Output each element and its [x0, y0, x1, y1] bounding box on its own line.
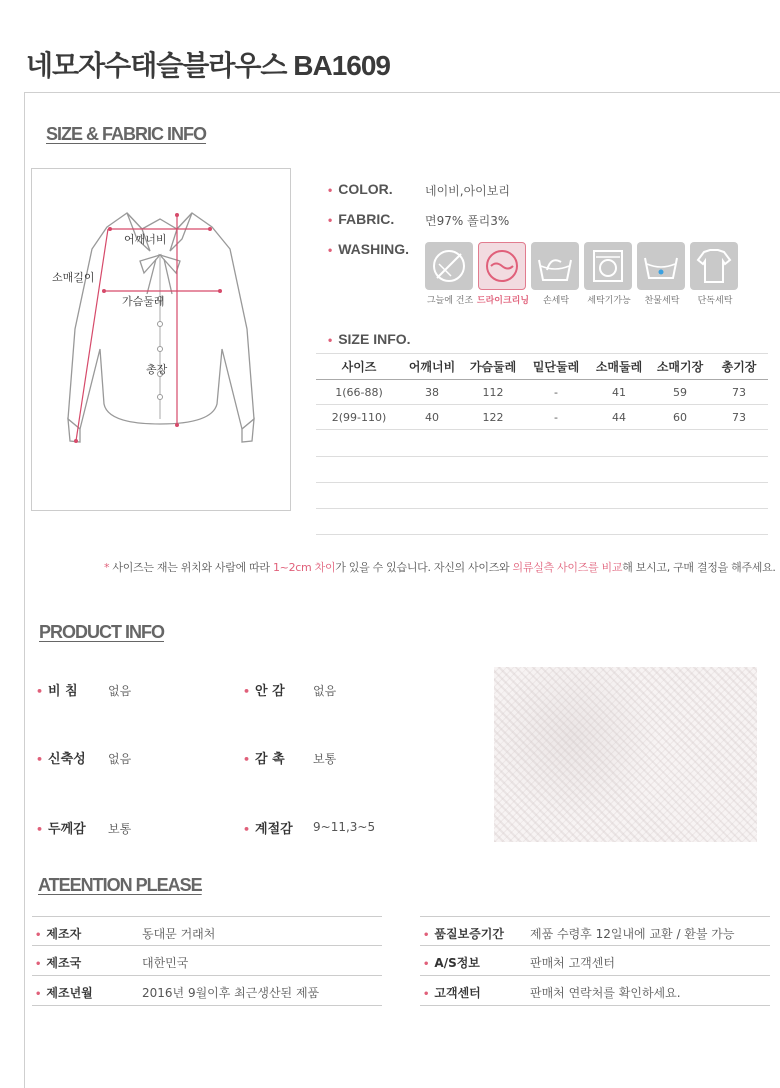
color-label: • COLOR.: [328, 181, 393, 197]
washing-machine-icon: [584, 242, 632, 290]
table-cell: 38: [402, 380, 462, 405]
chest-label: 가슴둘레: [122, 295, 165, 308]
washing-label: • WASHING.: [328, 241, 409, 257]
thickness-label: • 두께감: [36, 822, 86, 837]
table-cell: 112: [462, 380, 524, 405]
season-label: • 계절감: [243, 822, 293, 837]
cold-water-wash-icon: [637, 242, 685, 290]
manufacture-date-value: 2016년 9월이후 최근생산된 제품: [142, 986, 320, 1000]
country-value: 대한민국: [142, 956, 189, 970]
table-cell: 1(66-88): [316, 380, 402, 405]
warranty-label: • 품질보증기간: [423, 927, 504, 941]
table-empty-row-line: [316, 508, 768, 509]
see-through-value: 없음: [108, 684, 132, 698]
wash-label-6: 단독세탁: [697, 296, 733, 306]
table-empty-row-line: [316, 456, 768, 457]
lining-value: 없음: [313, 684, 337, 698]
page-title: 네모자수태슬블라우스 BA1609: [26, 50, 390, 81]
table-empty-row-line: [316, 534, 768, 535]
warranty-value: 제품 수령후 12일내에 교환 / 환불 가능: [530, 927, 735, 941]
season-value: 9~11,3~5: [313, 820, 376, 834]
wash-label-2: 드라이크리닝: [476, 296, 530, 306]
size-notice: * 사이즈는 재는 위치와 사람에 따라 1~2cm 차이가 있을 수 있습니다. 자신의 사이즈와 의류실측 사이즈를 비교해 보시고, 구매 결정을 해주세요.: [104, 561, 776, 574]
dry-clean-icon: [478, 242, 526, 290]
col-hem: 밑단둘레: [524, 354, 588, 380]
size-table-header: [316, 354, 768, 380]
table-cell: 122: [462, 405, 524, 430]
manufacturer-value: 동대문 거래처: [142, 927, 216, 941]
length-label: 총장: [146, 363, 168, 376]
wash-label-4: 세탁기가능: [587, 296, 631, 306]
col-total-length: 총기장: [710, 354, 768, 380]
blouse-diagram-icon: [32, 169, 290, 510]
sleeve-label: 소매길이: [52, 271, 95, 284]
size-info-label: • SIZE INFO.: [328, 331, 411, 347]
list-item: [32, 946, 382, 976]
size-diagram: [31, 168, 291, 511]
wash-label-1: 그늘에 건조: [426, 296, 474, 306]
col-size: 사이즈: [316, 354, 402, 380]
col-sleeve-length: 소매기장: [650, 354, 710, 380]
list-item: [420, 976, 770, 1006]
table-cell: 2(99-110): [316, 405, 402, 430]
table-cell: 73: [710, 380, 768, 405]
table-cell: -: [524, 405, 588, 430]
fabric-detail-image: [494, 667, 757, 842]
table-cell: 40: [402, 405, 462, 430]
col-sleeve-width: 소매둘레: [588, 354, 650, 380]
texture-value: 보통: [313, 752, 337, 766]
table-cell: 41: [588, 380, 650, 405]
table-empty-row-line: [316, 482, 768, 483]
col-chest: 가슴둘레: [462, 354, 524, 380]
wash-label-5: 찬물세탁: [644, 296, 680, 306]
stretch-value: 없음: [108, 752, 132, 766]
hand-wash-icon: [531, 242, 579, 290]
manufacturer-label: • 제조자: [35, 927, 82, 941]
see-through-label: • 비 침: [36, 684, 78, 699]
table-cell: -: [524, 380, 588, 405]
as-info-value: 판매처 고객센터: [530, 956, 615, 970]
color-value: 네이비,아이보리: [425, 184, 510, 198]
separate-wash-icon: [690, 242, 738, 290]
list-item: [32, 916, 382, 946]
table-cell: 44: [588, 405, 650, 430]
thickness-value: 보통: [108, 822, 132, 836]
table-cell: 60: [650, 405, 710, 430]
lining-label: • 안 감: [243, 684, 285, 699]
list-item: [420, 946, 770, 976]
col-shoulder: 어깨너비: [402, 354, 462, 380]
fabric-value: 면97% 폴리3%: [425, 214, 510, 228]
stretch-label: • 신축성: [36, 752, 86, 767]
table-cell: 59: [650, 380, 710, 405]
attention-heading: ATEENTION PLEASE: [38, 875, 202, 895]
manufacture-date-label: • 제조년월: [35, 986, 93, 1000]
table-row: [316, 380, 768, 405]
size-table: [316, 353, 768, 430]
shoulder-label: 어깨너비: [124, 233, 167, 246]
size-fabric-heading: SIZE & FABRIC INFO: [46, 124, 207, 144]
wash-label-3: 손세탁: [542, 296, 570, 306]
list-item: [420, 916, 770, 946]
as-info-label: • A/S정보: [423, 956, 480, 970]
country-label: • 제조국: [35, 956, 82, 970]
table-cell: 73: [710, 405, 768, 430]
list-item: [32, 976, 382, 1006]
product-info-heading: PRODUCT INFO: [39, 622, 164, 642]
tumble-dry-shade-icon: [425, 242, 473, 290]
customer-center-value: 판매처 연락처를 확인하세요.: [530, 986, 681, 1000]
texture-label: • 감 촉: [243, 752, 285, 767]
customer-center-label: • 고객센터: [423, 986, 481, 1000]
fabric-label: • FABRIC.: [328, 211, 395, 227]
table-row: [316, 405, 768, 430]
